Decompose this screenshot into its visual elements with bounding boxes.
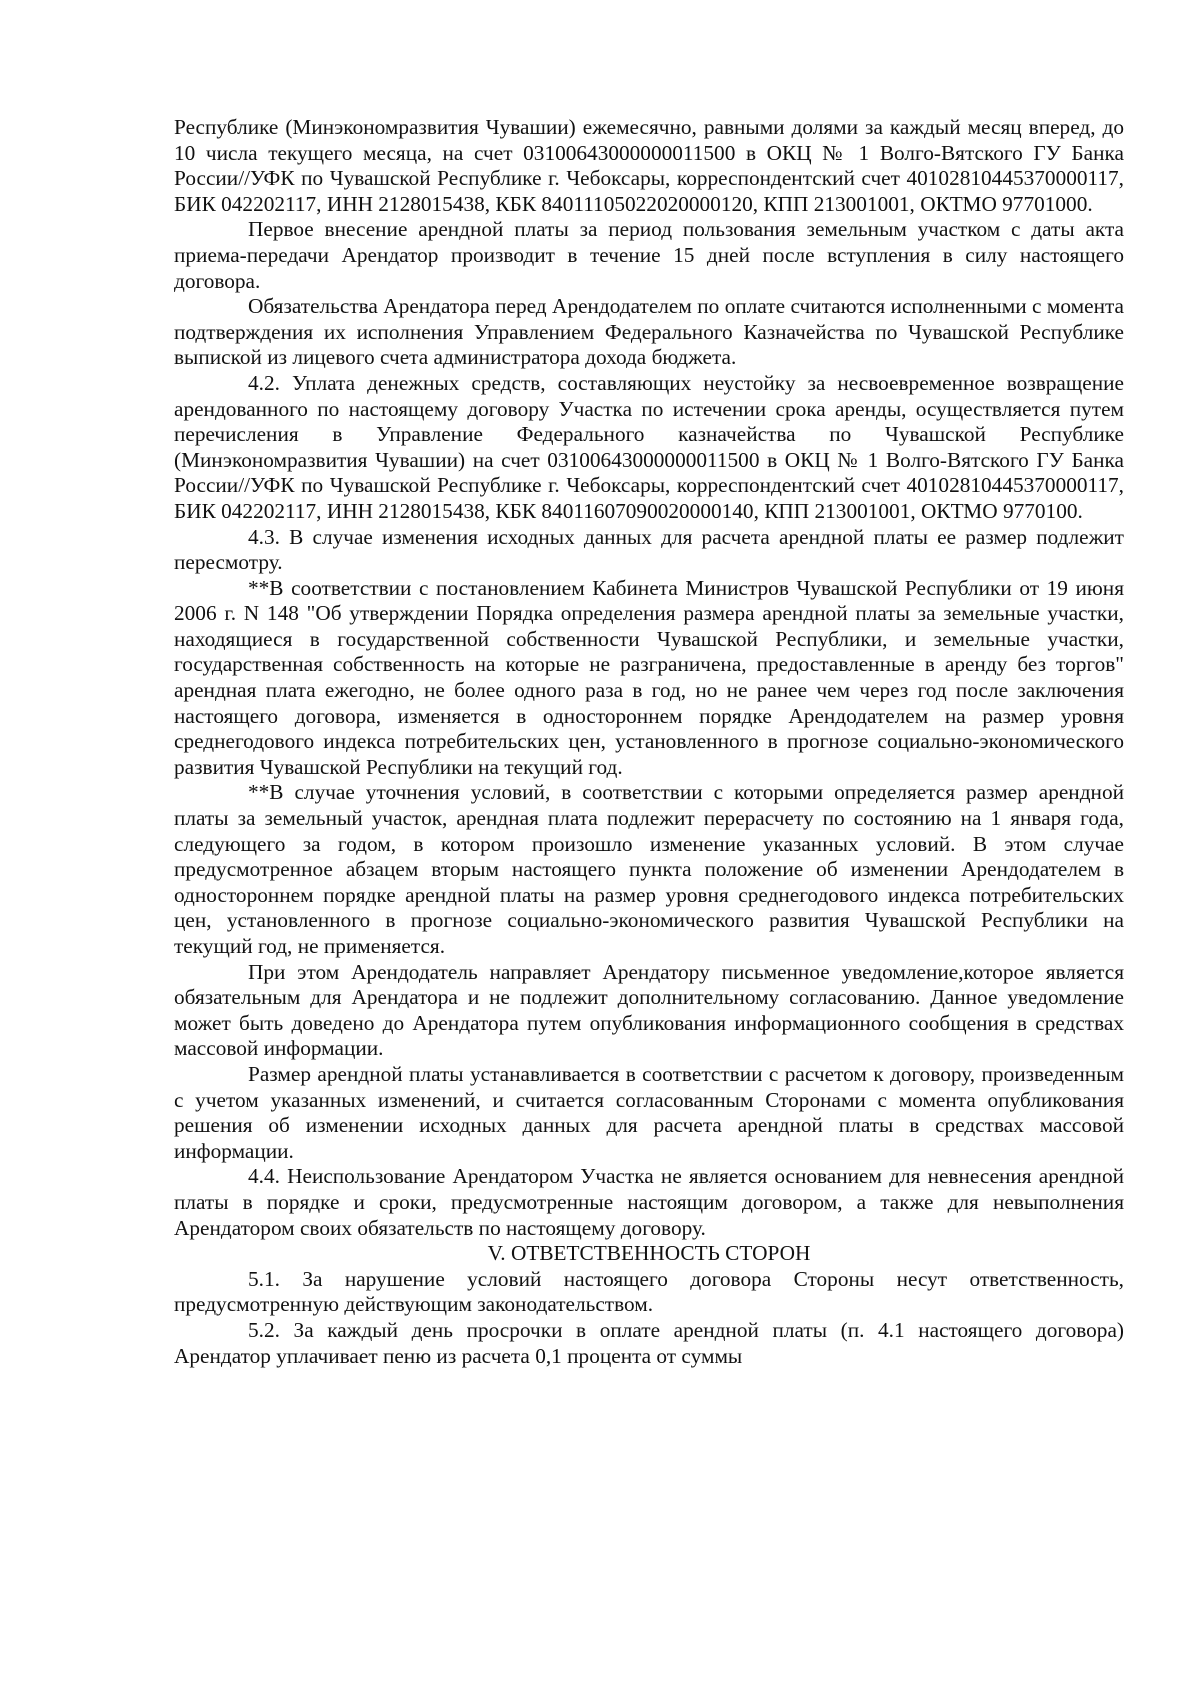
paragraph-clause-4-3: 4.3. В случае изменения исходных данных для расчета арендной платы ее размер подлежит пересмотру. <box>174 524 1124 575</box>
section-heading: V. ОТВЕТСТВЕННОСТЬ СТОРОН <box>487 1241 811 1266</box>
paragraph-clause-4-4: 4.4. Неиспользование Арендатором Участка не является основанием для невнесения арендной платы в порядке и сроки, предусмотренные настоящим договором, а также для невыполнения Арендатором своих обязательств по настоящему договору. <box>174 1164 1124 1240</box>
paragraph-first-payment: Первое внесение арендной платы за период пользования земельным участком с даты акта приема-передачи Арендатор производит в течение 15 дней после вступления в силу настоящего договора. <box>174 217 1124 293</box>
paragraph-clause-4-2: 4.2. Уплата денежных средств, составляющих неустойку за несвоевременное возвращение арендованного по настоящему договору Участка по истечении срока аренды, осуществляется путем перечисления в Управление Федерального казначейства по Чувашской Республике (Минэкономразвития Чувашии) на счет 03100643000000011500 в ОКЦ № 1 Волго-Вятского ГУ Банка России//УФК по Чувашской Республике г. Чебоксары, корреспондентский счет 40102810445370000117, БИК 042202117, ИНН 2128015438, КБК 84011607090020000140, КПП 213001001, ОКТМО 9770100. <box>174 370 1124 523</box>
document-page <box>174 115 1124 1369</box>
paragraph-notification: При этом Арендодатель направляет Арендатору письменное уведомление,которое является обязательным для Арендатора и не подлежит дополнительному согласованию. Данное уведомление может быть доведено до Арендатора путем опубликования информационного сообщения в средствах массовой информации. <box>174 959 1124 1061</box>
paragraph-payment-details: Республике (Минэкономразвития Чувашии) ежемесячно, равными долями за каждый месяц вперед, до 10 числа текущего месяца, на счет 03100643000000011500 в ОКЦ № 1 Волго-Вятского ГУ Банка России//УФК по Чувашской Республике г. Чебоксары, корреспондентский счет 40102810445370000117, БИК 042202117, ИНН 2128015438, КБК 84011105022020000120, КПП 213001001, ОКТМО 97701000. <box>174 115 1124 216</box>
paragraph-obligations-fulfilled: Обязательства Арендатора перед Арендодателем по оплате считаются исполненными с момента подтверждения их исполнения Управлением Федерального Казначейства по Чувашской Республике выпиской из лицевого счета администратора дохода бюджета. <box>174 294 1124 370</box>
paragraph-rent-amount: Размер арендной платы устанавливается в соответствии с расчетом к договору, произведенным с учетом указанных изменений, и считается согласованным Сторонами с момента опубликования решения об изменении исходных данных для расчета арендной платы в средствах массовой информации. <box>174 1061 1124 1163</box>
paragraph-clause-5-2: 5.2. За каждый день просрочки в оплате арендной платы (п. 4.1 настоящего договора) Арендатор уплачивает пеню из расчета 0,1 процента от суммы <box>174 1317 1124 1368</box>
paragraph-clause-5-1: 5.1. За нарушение условий настоящего договора Стороны несут ответственность, предусмотренную действующим законодательством. <box>174 1266 1124 1317</box>
paragraph-rent-indexation: **В соответствии с постановлением Кабинета Министров Чувашской Республики от 19 июня 2006 г. N 148 "Об утверждении Порядка определения размера арендной платы за земельные участки, находящиеся в государственной собственности Чувашской Республики, и земельные участки, государственная собственность на которые не разграничена, предоставленные в аренду без торгов" арендная плата ежегодно, не более одного раза в год, но не ранее чем через год после заключения настоящего договора, изменяется в одностороннем порядке Арендодателем на размер уровня среднегодового индекса потребительских цен, установленного в прогнозе социально-экономического развития Чувашской Республики на текущий год. <box>174 575 1124 779</box>
paragraph-rent-recalculation: **В случае уточнения условий, в соответствии с которыми определяется размер арендной платы за земельный участок, арендная плата подлежит перерасчету по состоянию на 1 января года, следующего за годом, в котором произошло изменение указанных условий. В этом случае предусмотренное абзацем вторым настоящего пункта положение об изменении Арендодателем в одностороннем порядке арендной платы на размер уровня среднегодового индекса потребительских цен, установленного в прогнозе социально-экономического развития Чувашской Республики на текущий год, не применяется. <box>174 780 1124 958</box>
